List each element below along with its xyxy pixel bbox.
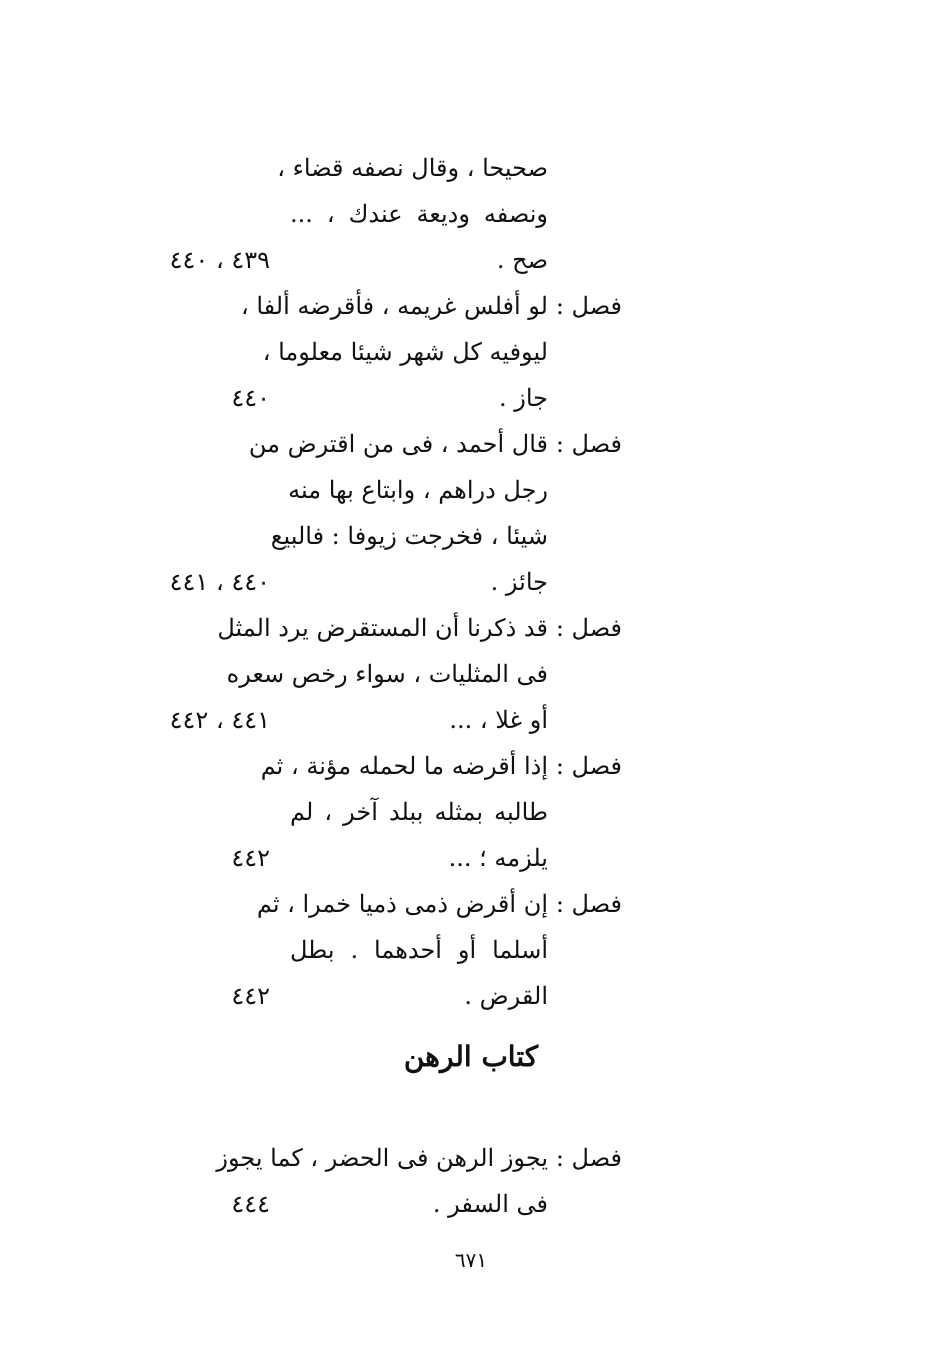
entry-text-line: فى السفر . xyxy=(432,1190,548,1218)
page-number: ٦٧١ xyxy=(454,1248,488,1272)
entry-text-line: القرض . xyxy=(464,982,548,1010)
entry-page-refs: ٤٤٠ xyxy=(231,384,270,412)
entry-text-line: صحيحا ، وقال نصفه قضاء ، xyxy=(277,154,548,182)
entry-text-line: أو غلا ، ... xyxy=(449,706,548,734)
entry-label: فصل : xyxy=(555,430,622,458)
entry-text-line: طالبه بمثله ببلد آخر ، لم xyxy=(290,798,548,826)
entry-label: فصل : xyxy=(555,292,622,320)
entry-page-refs: ٤٤١ ، ٤٤٢ xyxy=(169,706,270,734)
entry-text-line: إذا أقرضه ما لحمله مؤنة ، ثم xyxy=(260,752,548,780)
entry-page-refs: ٤٤٢ xyxy=(231,982,270,1010)
entry-text-line: ليوفيه كل شهر شيئا معلوما ، xyxy=(262,338,548,366)
entry-text-line: شيئا ، فخرجت زيوفا : فالبيع xyxy=(270,522,548,550)
entry-text-line: إن أقرض ذمى ذميا خمرا ، ثم xyxy=(256,890,548,918)
entry-text-line: يجوز الرهن فى الحضر ، كما يجوز xyxy=(216,1144,548,1172)
entry-text-line: رجل دراهم ، وابتاع بها منه xyxy=(288,476,548,504)
entry-text-line: قد ذكرنا أن المستقرض يرد المثل xyxy=(217,614,548,642)
entry-page-refs: ٤٣٩ ، ٤٤٠ xyxy=(169,246,270,274)
entry-text-line: جائز . xyxy=(490,568,548,596)
entry-label: فصل : xyxy=(555,1144,622,1172)
entry-text-line: يلزمه ؛ ... xyxy=(448,844,548,872)
entry-text-line: قال أحمد ، فى من اقترض من xyxy=(248,430,548,458)
entry-label: فصل : xyxy=(555,752,622,780)
entry-text-line: لو أفلس غريمه ، فأقرضه ألفا ، xyxy=(240,292,548,320)
entry-text-line: جاز . xyxy=(499,384,548,412)
entry-page-refs: ٤٤٠ ، ٤٤١ xyxy=(169,568,270,596)
entry-text-line: فى المثليات ، سواء رخص سعره xyxy=(226,660,548,688)
entry-page-refs: ٤٤٢ xyxy=(231,844,270,872)
entry-text-line: ونصفه وديعة عندك ، ... xyxy=(290,200,548,228)
entry-label xyxy=(570,145,622,191)
entry-text-line: صح . xyxy=(496,246,548,274)
entry-text-line: أسلما أو أحدهما . بطل xyxy=(290,936,548,964)
entry-label: فصل : xyxy=(555,614,622,642)
entry-label: فصل : xyxy=(555,890,622,918)
entry-page-refs: ٤٤٤ xyxy=(231,1190,270,1218)
section-heading: كتاب الرهن xyxy=(403,1040,539,1073)
